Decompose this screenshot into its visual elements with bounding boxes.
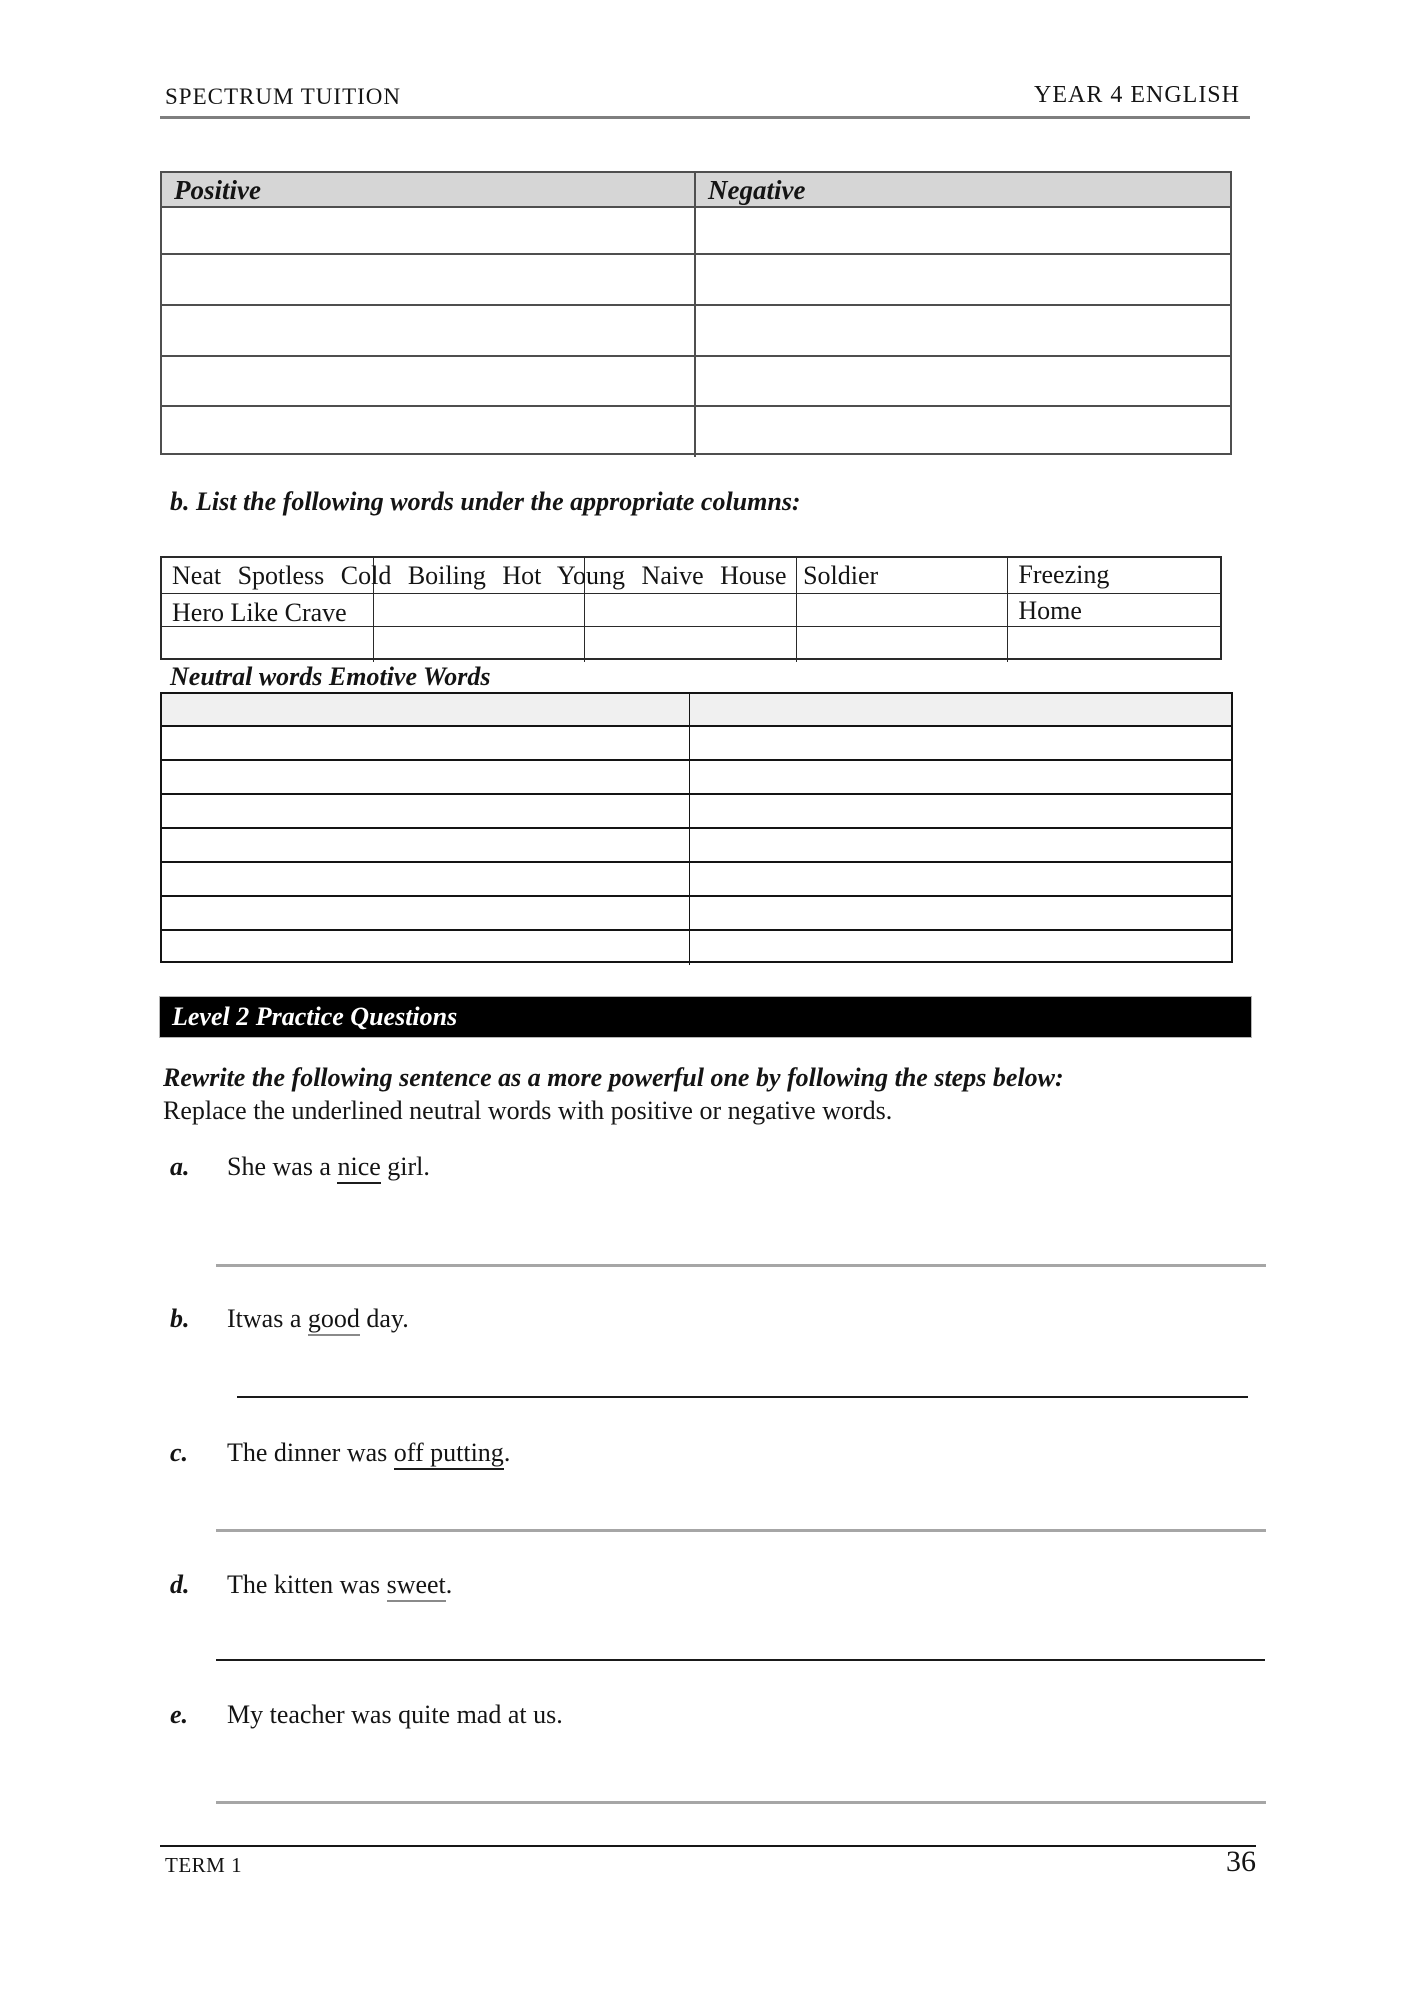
empty-cell — [162, 627, 374, 662]
empty-cell — [690, 931, 1231, 965]
brand-text: SPECTRUM TUITION — [165, 84, 402, 109]
empty-cell — [797, 594, 1009, 627]
empty-cell — [374, 627, 586, 662]
footer-rule — [160, 1845, 1256, 1847]
word-bank-freezing-cell: Freezing — [1008, 558, 1220, 594]
empty-cell — [585, 627, 797, 662]
empty-cell — [162, 931, 690, 965]
empty-cell — [797, 627, 1009, 662]
sentence-post: girl. — [380, 1152, 430, 1181]
answer-line — [216, 1801, 1266, 1804]
level2-banner: Level 2 Practice Questions — [160, 997, 1251, 1037]
empty-cell — [690, 727, 1231, 761]
underlined-word: sweet — [387, 1570, 446, 1602]
empty-cell — [162, 357, 696, 407]
sentence-pre: The dinner was — [227, 1438, 394, 1467]
question-marker: d. — [170, 1570, 190, 1599]
sentence-pre: The kitten was — [227, 1570, 387, 1599]
empty-cell — [690, 863, 1231, 897]
word-bank-table — [160, 556, 1222, 660]
underlined-word: nice — [337, 1152, 380, 1184]
underlined-word: good — [308, 1304, 360, 1336]
empty-cell — [162, 727, 690, 761]
neutral-emotive-heading: Neutral words Emotive Words — [170, 662, 491, 691]
question-sentence — [227, 1568, 452, 1601]
empty-cell — [162, 829, 690, 863]
sentence-post: . — [503, 1438, 511, 1467]
term-label: TERM 1 — [165, 1853, 243, 1877]
empty-cell — [696, 255, 1230, 306]
empty-cell — [696, 407, 1230, 457]
sorting-table-header-right — [690, 694, 1231, 727]
word-bank-row2-words: Hero Like Crave — [172, 598, 347, 627]
empty-cell — [162, 897, 690, 931]
question-sentence — [227, 1150, 430, 1183]
sentence-pre: She was a — [227, 1152, 338, 1181]
empty-cell — [162, 255, 696, 306]
empty-cell — [162, 306, 696, 357]
page-number: 36 — [1226, 1845, 1256, 1878]
question-sentence — [227, 1436, 510, 1469]
empty-cell — [374, 594, 586, 627]
sentence-post: day. — [359, 1304, 409, 1333]
sorting-table-header-left — [162, 694, 690, 727]
question-marker: b. — [170, 1304, 190, 1333]
empty-cell — [690, 761, 1231, 795]
sorting-table — [160, 692, 1233, 963]
empty-cell — [585, 594, 797, 627]
question-sentence — [227, 1698, 563, 1731]
question-item-c — [170, 1436, 510, 1469]
empty-cell — [162, 208, 696, 255]
empty-cell — [162, 863, 690, 897]
sentence-post: . — [445, 1570, 453, 1599]
answer-line — [216, 1264, 1266, 1267]
table-header-positive: Positive — [162, 173, 696, 208]
question-item-e — [170, 1698, 563, 1731]
question-item-a — [170, 1150, 430, 1183]
table-header-negative: Negative — [696, 173, 1230, 208]
question-item-d — [170, 1568, 452, 1601]
empty-cell — [162, 795, 690, 829]
empty-cell — [696, 208, 1230, 255]
empty-cell — [690, 829, 1231, 863]
positive-negative-table — [160, 171, 1232, 455]
sentence-pre: My teacher was quite mad at us. — [227, 1700, 563, 1729]
header-rule — [160, 116, 1250, 119]
answer-line — [237, 1396, 1248, 1398]
empty-cell — [162, 761, 690, 795]
answer-line — [216, 1529, 1266, 1532]
word-bank-home-cell: Home — [1008, 594, 1220, 627]
exercise-b-instruction: b. List the following words under the appropriate columns: — [170, 487, 801, 516]
question-marker: c. — [170, 1438, 189, 1467]
word-bank-row1-words: Neat Spotless Cold Boiling Hot Young Naive House Soldier — [172, 561, 879, 590]
course-text: YEAR 4 ENGLISH — [1034, 82, 1240, 108]
empty-cell — [690, 897, 1231, 931]
sentence-pre: Itwas a — [227, 1304, 308, 1333]
question-item-b — [170, 1302, 409, 1335]
question-marker: e. — [170, 1700, 189, 1729]
question-sentence — [227, 1302, 409, 1335]
rewrite-instruction: Rewrite the following sentence as a more powerful one by following the steps below: — [163, 1063, 1064, 1092]
answer-line — [216, 1659, 1265, 1661]
empty-cell — [162, 407, 696, 457]
empty-cell — [1008, 627, 1220, 662]
empty-cell — [696, 306, 1230, 357]
question-marker: a. — [170, 1152, 190, 1181]
empty-cell — [696, 357, 1230, 407]
underlined-word: off putting — [394, 1438, 504, 1470]
replace-instruction: Replace the underlined neutral words with positive or negative words. — [163, 1096, 893, 1125]
empty-cell — [690, 795, 1231, 829]
